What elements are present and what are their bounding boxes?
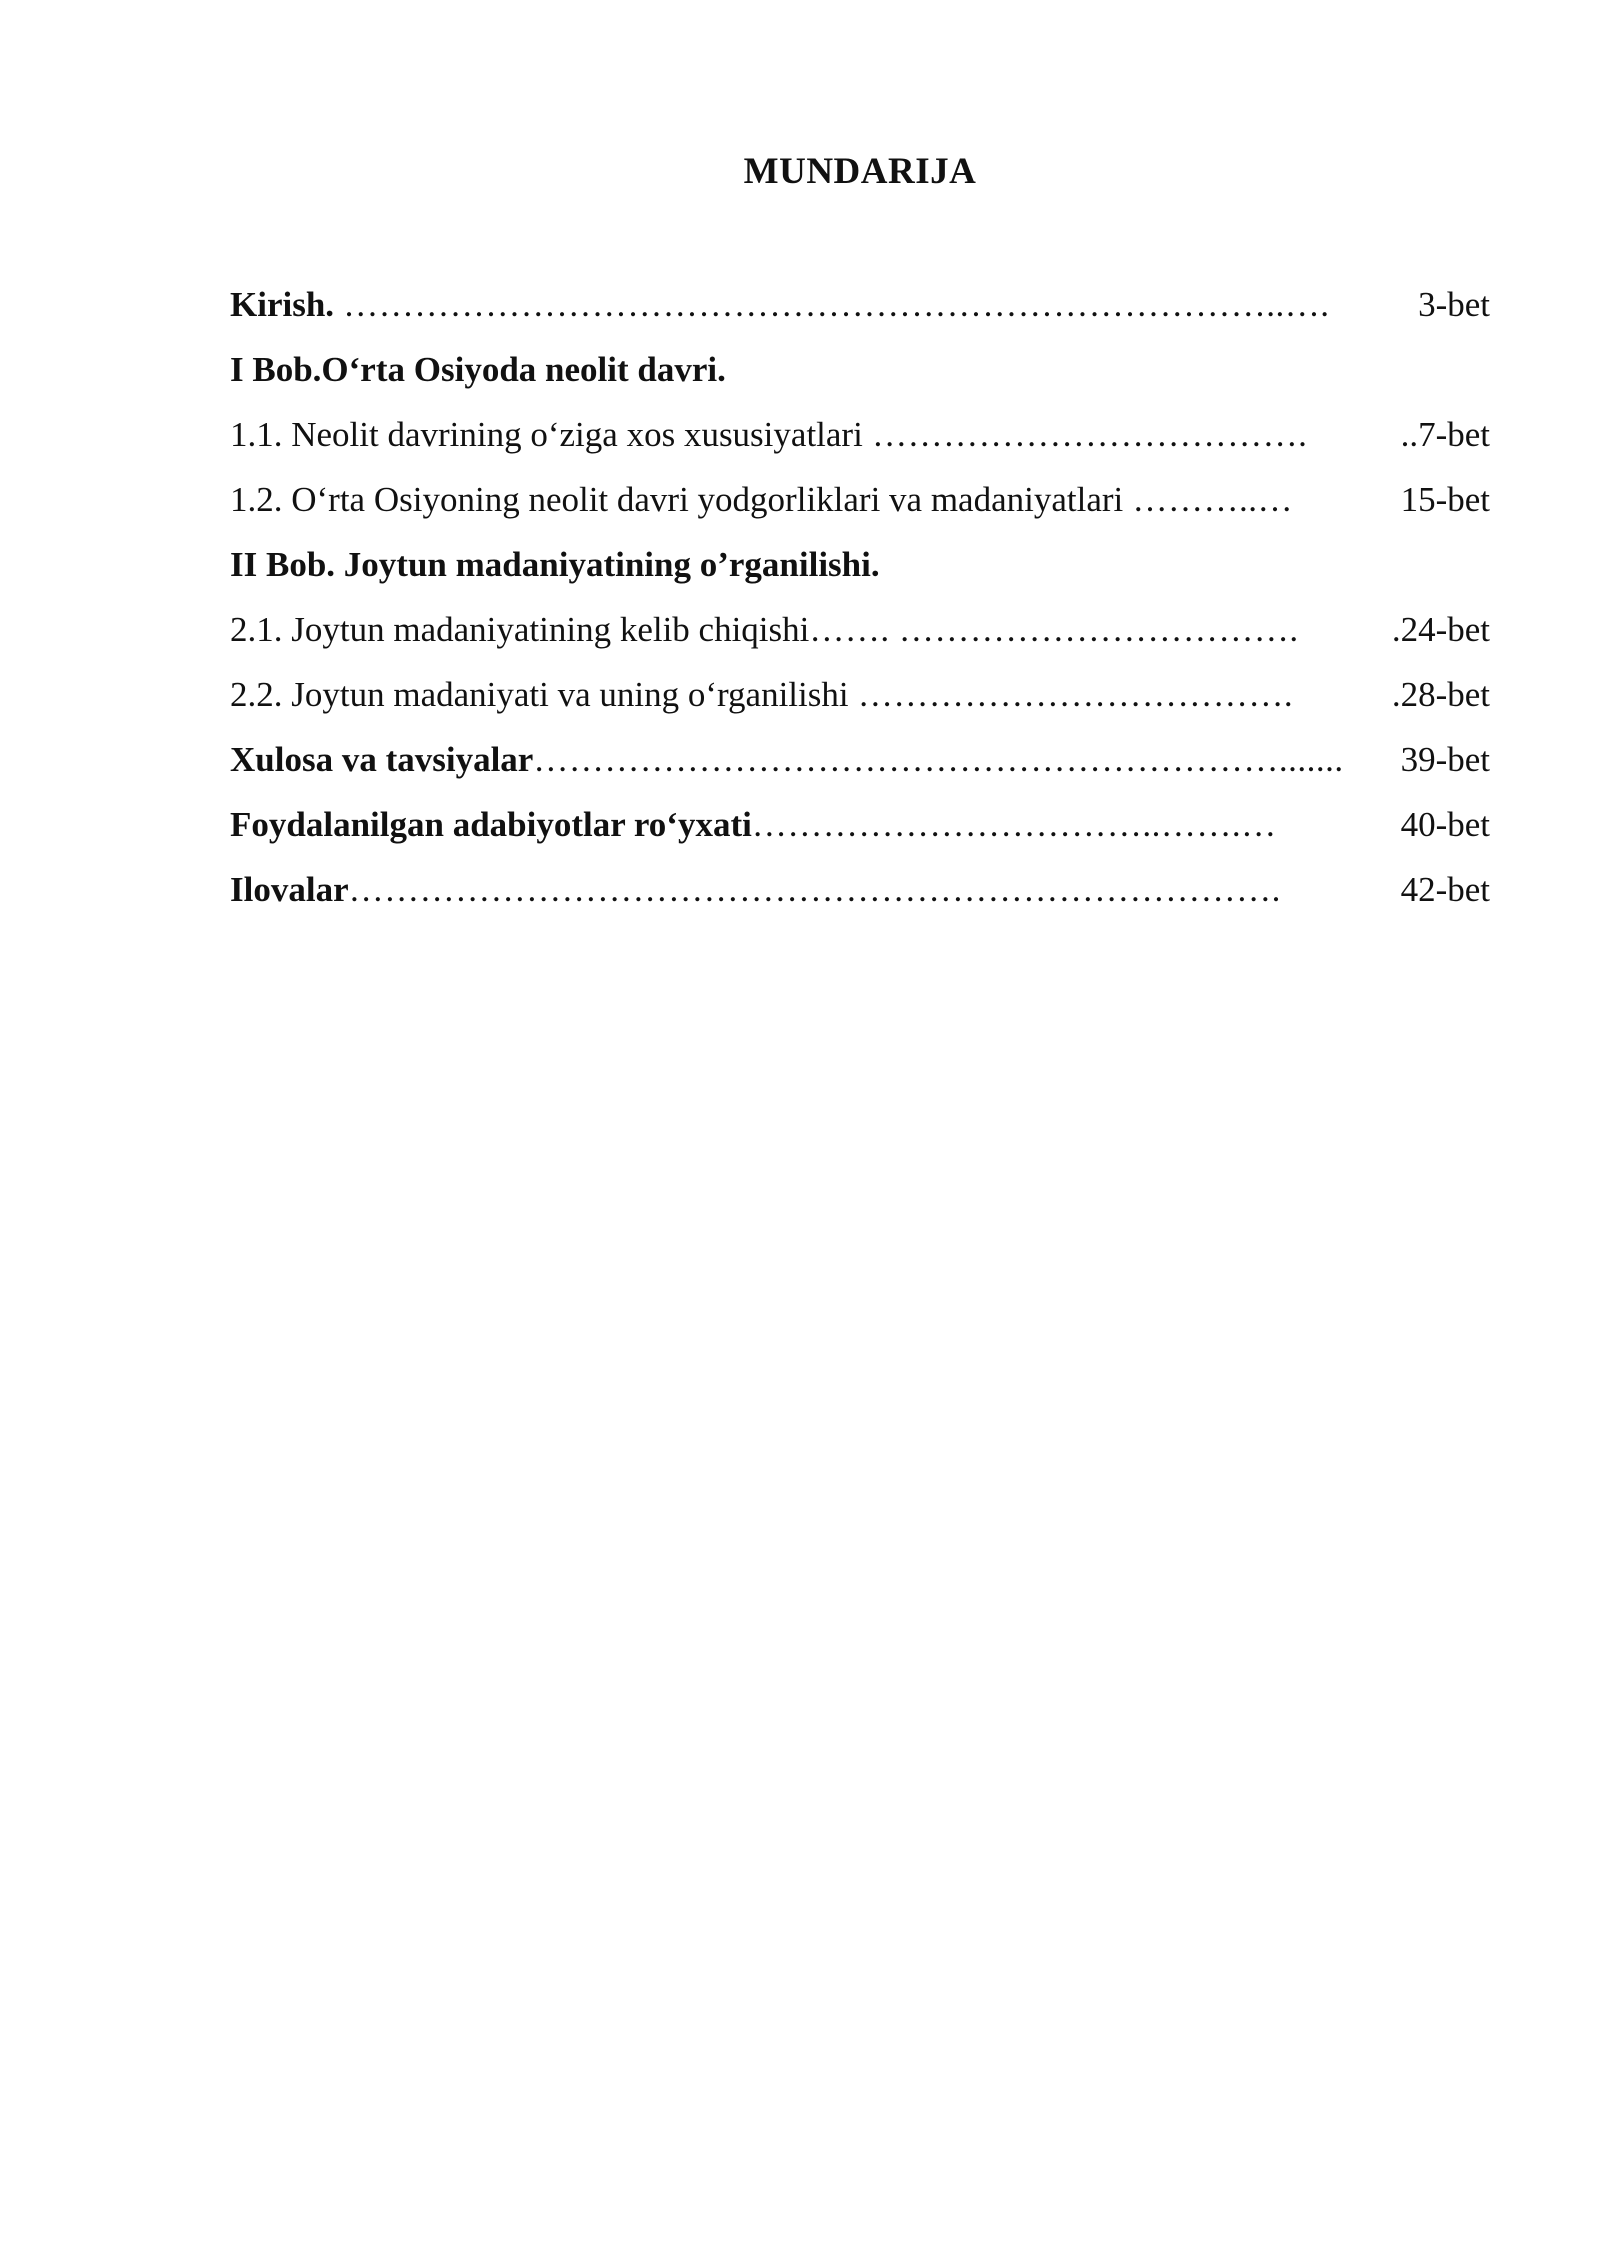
toc-page-number: .28-bet (1391, 675, 1490, 714)
toc-entry-label: II Bob. Joytun madaniyatining o’rganilishi. (230, 545, 880, 584)
page-title: MUNDARIJA (743, 151, 977, 192)
toc-page-number: 3-bet (1418, 285, 1490, 324)
toc-entry-1-1[interactable] (230, 410, 1490, 475)
toc-leader-dots: ……………………………………………………………………. (348, 870, 1281, 909)
toc-entry-xulosa[interactable] (230, 735, 1490, 800)
toc-leader-dots: ………..… (1123, 480, 1294, 519)
toc-leader-dots: ………………………………. (862, 415, 1308, 454)
toc-entry-1-2[interactable] (230, 475, 1490, 540)
toc-entry-chapter-2[interactable] (230, 540, 1490, 605)
toc-page-number: 42-bet (1400, 870, 1490, 909)
toc-entry-label: Xulosa va tavsiyalar (230, 740, 534, 779)
toc-entry-label: Ilovalar (230, 870, 349, 909)
toc-entry-label: 2.2. Joytun madaniyati va uning o‘rganilishi (230, 675, 849, 714)
toc-leader-dots: ………………………………………………………....... (533, 740, 1344, 779)
toc-entry-ilovalar[interactable] (230, 865, 1490, 930)
toc-page-number: 15-bet (1400, 480, 1490, 519)
toc-page-number: 39-bet (1400, 740, 1490, 779)
toc-entry-label: 2.1. Joytun madaniyatining kelib chiqishi (230, 610, 810, 649)
toc-entry-2-1[interactable] (230, 605, 1490, 670)
toc-leader-dots: ………………………………. (848, 675, 1294, 714)
toc-entry-2-2[interactable] (230, 670, 1490, 735)
toc-page-number: 40-bet (1400, 805, 1490, 844)
table-of-contents (230, 280, 1490, 930)
toc-entry-label: 1.2. O‘rta Osiyoning neolit davri yodgorliklari va madaniyatlari (230, 480, 1124, 519)
toc-page-number: .24-bet (1391, 610, 1490, 649)
toc-entry-label: Foydalanilgan adabiyotlar ro‘yxati (230, 805, 752, 844)
toc-leader-dots: ……………………………..…….… (751, 805, 1277, 844)
toc-entry-label: Kirish. (230, 285, 335, 324)
toc-leader-dots: ……………………………………………………………………..…. (334, 285, 1330, 324)
toc-leader-dots: ……. ……………………………. (809, 610, 1299, 649)
toc-entry-label: 1.1. Neolit davrining o‘ziga xos xususiyatlari (230, 415, 863, 454)
toc-entry-chapter-1[interactable] (230, 345, 1490, 410)
toc-entry-adabiyotlar[interactable] (230, 800, 1490, 865)
toc-entry-kirish[interactable] (230, 280, 1490, 345)
toc-entry-label: I Bob.O‘rta Osiyoda neolit davri. (230, 350, 726, 389)
toc-page-number: ..7-bet (1400, 415, 1490, 454)
